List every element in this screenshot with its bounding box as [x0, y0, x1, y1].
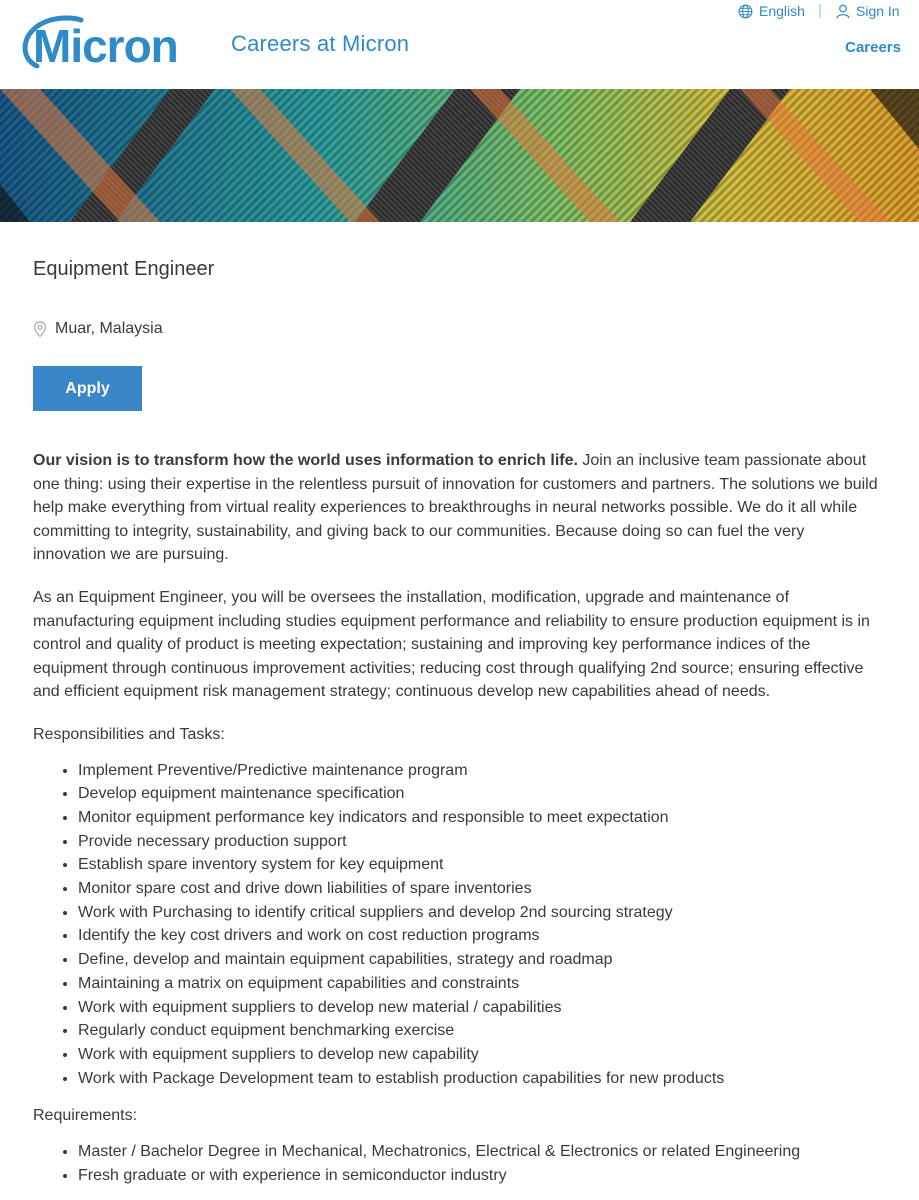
- list-item: • Monitor equipment performance key indicators and responsible to meet expectation: [78, 806, 881, 830]
- language-selector[interactable]: [738, 3, 805, 19]
- list-item: • Implement Preventive/Predictive maintenance program: [78, 759, 881, 783]
- micron-logo[interactable]: [15, 14, 205, 70]
- site-title[interactable]: Careers at Micron: [231, 31, 410, 56]
- logo-text: Micron: [33, 20, 178, 70]
- sign-in-label: Sign In: [856, 3, 900, 19]
- list-item: • Regularly conduct equipment benchmarking exercise: [78, 1019, 881, 1043]
- utility-separator: |: [818, 2, 822, 19]
- list-item: • Identify the key cost drivers and work on cost reduction programs: [78, 924, 881, 948]
- list-item: • Work with equipment suppliers to develop new material / capabilities: [78, 996, 881, 1020]
- list-item: • Establish spare inventory system for key equipment: [78, 853, 881, 877]
- list-item: • Work with Package Development team to establish production capabilities for new products: [78, 1067, 881, 1091]
- list-item: • Define, develop and maintain equipment capabilities, strategy and roadmap: [78, 948, 881, 972]
- careers-nav-link[interactable]: Careers: [845, 39, 901, 56]
- responsibilities-heading: Responsibilities and Tasks:: [33, 725, 225, 743]
- globe-icon: [738, 4, 753, 19]
- hero-banner: [0, 89, 919, 222]
- list-item: • Work with Purchasing to identify critical suppliers and develop 2nd sourcing strategy: [78, 901, 881, 925]
- responsibilities-list: [33, 759, 881, 1091]
- list-item: • Develop equipment maintenance specification: [78, 782, 881, 806]
- list-item: • Provide necessary production support: [78, 830, 881, 854]
- site-header: [0, 0, 919, 89]
- vision-paragraph: [33, 449, 881, 567]
- list-item: • Work with equipment suppliers to develop new capability: [78, 1043, 881, 1067]
- list-item: • Master / Bachelor Degree in Mechanical, Mechatronics, Electrical & Electronics or related Engineering: [78, 1140, 881, 1164]
- language-label: English: [759, 3, 805, 19]
- banner-image: [0, 89, 919, 222]
- apply-button[interactable]: Apply: [33, 366, 142, 411]
- list-item: • Fresh graduate or with experience in semiconductor industry: [78, 1164, 881, 1188]
- job-content: [33, 222, 881, 1187]
- user-icon: [836, 4, 850, 19]
- list-item: • Monitor spare cost and drive down liabilities of spare inventories: [78, 877, 881, 901]
- job-title: Equipment Engineer: [33, 258, 215, 280]
- requirements-heading: Requirements:: [33, 1107, 138, 1125]
- location-text: Muar, Malaysia: [55, 320, 163, 337]
- requirements-list: [33, 1140, 881, 1187]
- job-location: [33, 320, 881, 338]
- vision-body: Join an inclusive team passionate about one thing: using their expertise in the relentless pursuit of innovation for customers and partners. The solutions we build help make everything from virtual reality experiences to breakthroughs in neural networks possible. We do it all while committing to integrity, sustainability, and giving back to our communities. Because doing so can fuel the very innovation we are pursuing.: [33, 452, 878, 564]
- list-item: • Maintaining a matrix on equipment capabilities and constraints: [78, 972, 881, 996]
- role-summary: As an Equipment Engineer, you will be oversees the installation, modification, upgrade and maintenance of manufacturing equipment including studies equipment performance and reliability to ensure production equipment is in control and quality of product is meeting expectation; sustaining and improving key performance indices of the equipment through continuous improvement activities; reducing cost through qualifying 2nd source; ensuring effective and efficient equipment risk management strategy; continuous develop new capabilities ahead of needs.: [33, 588, 870, 701]
- vision-statement: Our vision is to transform how the world uses information to enrich life.: [33, 452, 578, 469]
- sign-in-link[interactable]: [836, 3, 900, 19]
- location-pin-icon: [33, 321, 47, 338]
